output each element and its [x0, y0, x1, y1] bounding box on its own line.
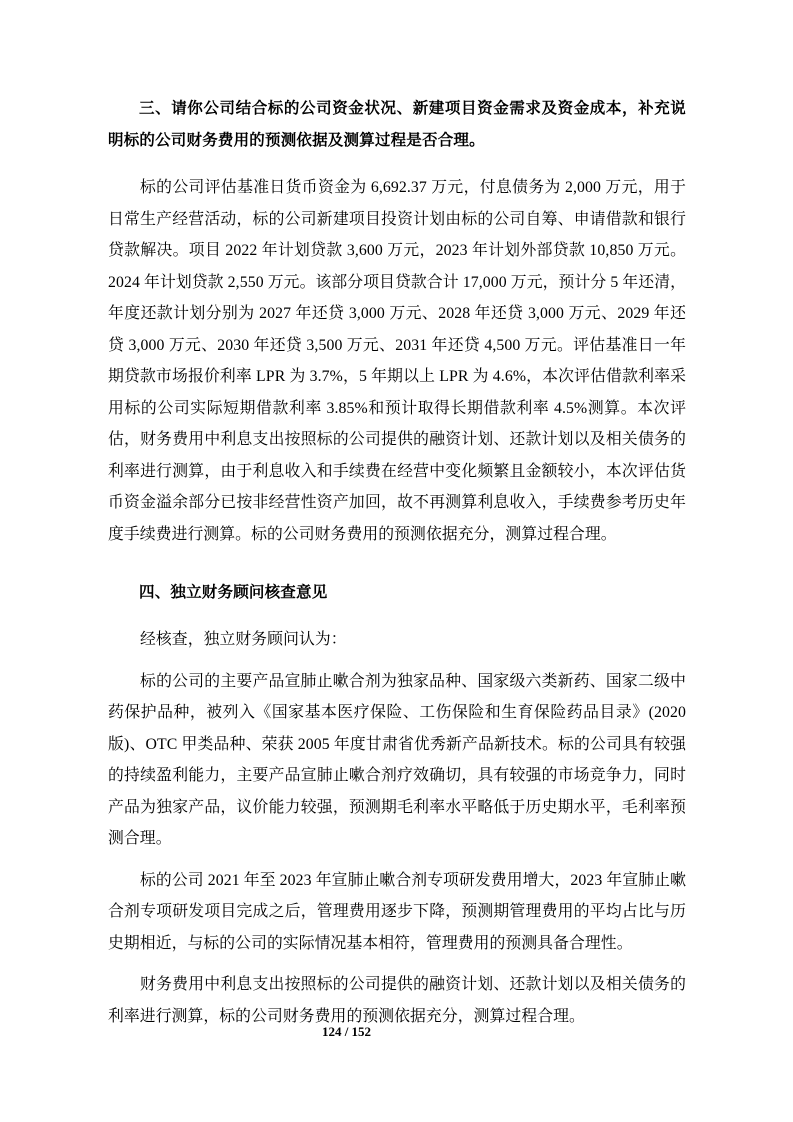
paragraph-rd-expense: 标的公司 2021 年至 2023 年宣肺止嗽合剂专项研发费用增大，2023 年宣肺止嗽合剂专项研发项目完成之后，管理费用逐步下降，预测期管理费用的平均占比与历史期相近，与标的公司的实际情况基本相符，管理费用的预测具备合理性。 [108, 871, 686, 952]
paragraph-funding-analysis: 标的公司评估基准日货币资金为 6,692.37 万元，付息债务为 2,000 万元，用于日常生产经营活动，标的公司新建项目投资计划由标的公司自筹、申请借款和银行贷款解决。项目 2022 年计划贷款 3,600 万元，2023 年计划外部贷款 10,850 万元。2024 年计划贷款 2,550 万元。该部分项目贷款合计 17,000 万元，预计分 5 年还清，年度还款计划分别为 2027 年还贷 3,000 万元、2028 年还贷 3,000 万元、2029 年还贷 3,000 万元、2030 年还贷 3,500 万元、2031 年还贷 4,500 万元。评估基准日一年期贷款市场报价利率 LPR 为 3.7%，5 年期以上 LPR 为 4.6%，本次评估借款利率采用标的公司实际短期借款利率 3.85%和预计取得长期借款利率 4.5%测算。本次评估，财务费用中利息支出按照标的公司提供的融资计划、还款计划以及相关债务的利率进行测算，由于利息收入和手续费在经营中变化频繁且金额较小，本次评估货币资金溢余部分已按非经营性资产加回，故不再测算利息收入，手续费参考历史年度手续费进行测算。标的公司财务费用的预测依据充分，测算过程合理。 [108, 179, 686, 543]
paragraph-financial-expense: 财务费用中利息支出按照标的公司提供的融资计划、还款计划以及相关债务的利率进行测算，标的公司财务费用的预测依据充分，测算过程合理。 [108, 976, 686, 1025]
spacer [108, 162, 686, 172]
page-footer [0, 1024, 793, 1040]
paragraph-product-advantage: 标的公司的主要产品宣肺止嗽合剂为独家品种、国家级六类新药、国家二级中药保护品种，被列入《国家基本医疗保险、工伤保险和生育保险药品目录》(2020 版)、OTC 甲类品种、荣获 2005 年度甘肃省优秀新产品新技术。标的公司具有较强的持续盈利能力，主要产品宣肺止嗽合剂疗效确切，具有较强的市场竞争力，同时产品为独家产品，议价能力较强，预测期毛利率水平略低于历史期水平，毛利率预测合理。 [108, 672, 686, 847]
spacer [108, 959, 686, 969]
document-body [108, 92, 686, 1032]
spacer [108, 614, 686, 624]
section-heading-four: 四、独立财务顾问核查意见 [139, 583, 328, 601]
spacer [108, 656, 686, 666]
spacer [108, 550, 686, 576]
spacer [108, 855, 686, 865]
section-heading-three: 三、请你公司结合标的公司资金状况、新建项目资金需求及资金成本，补充说明标的公司财务费用的预测依据及测算过程是否合理。 [108, 99, 686, 149]
paragraph-advisor-intro: 经核查，独立财务顾问认为： [140, 631, 347, 648]
page-number: 124 / 152 [321, 1024, 372, 1039]
